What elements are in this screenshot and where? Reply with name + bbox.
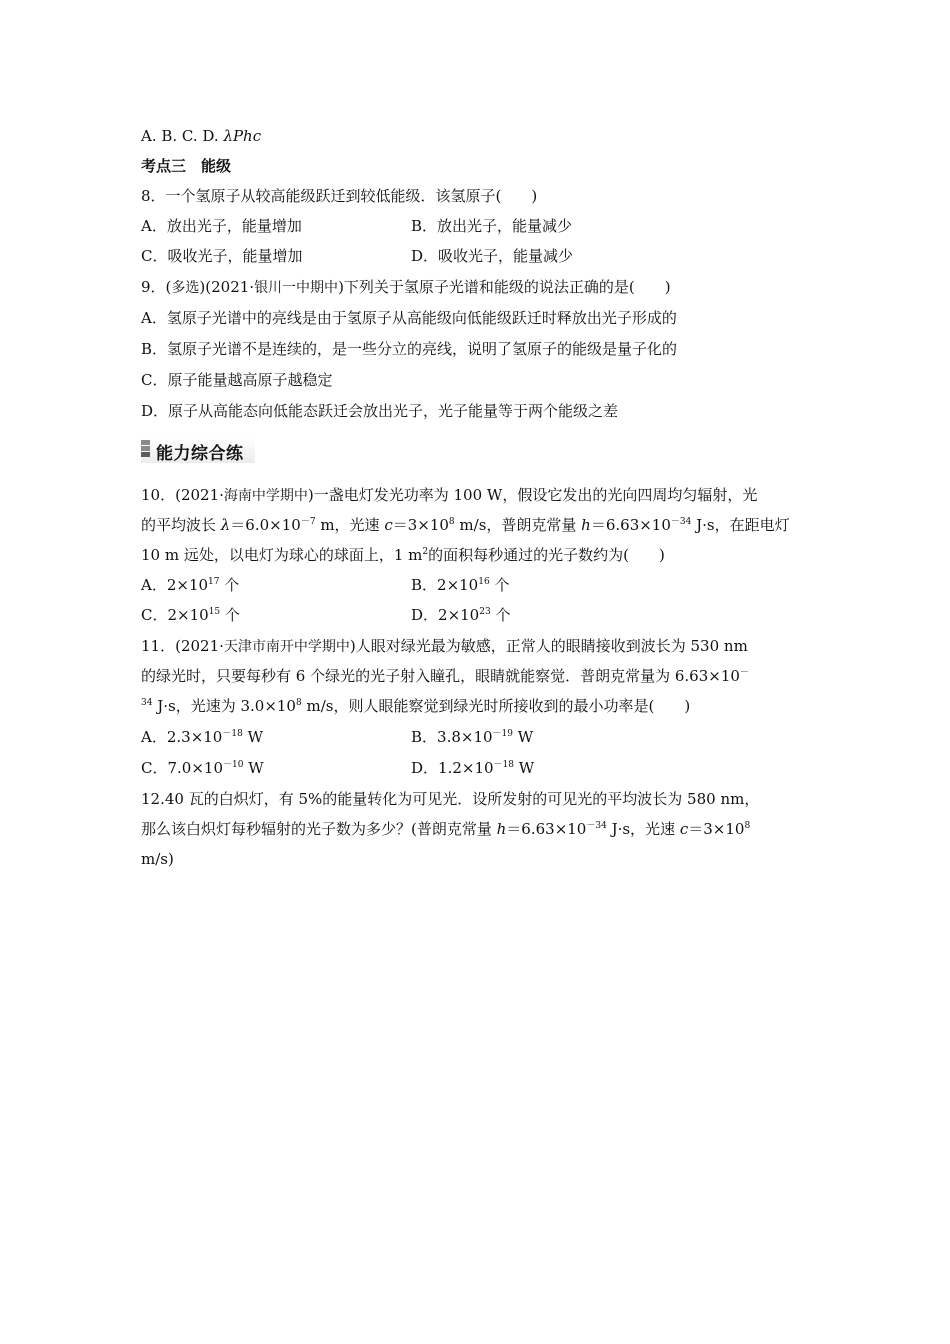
section-banner-title: 能力综合练	[156, 444, 244, 464]
question-12-line-2: 那么该白炽灯每秒辐射的光子数为多少？(普朗克常量 $h=6.63\times 10^{-34}$ J·s，光速 $c=3\times 10^8$	[141, 820, 751, 838]
question-10-options-row-1	[141, 574, 510, 596]
q8-option-d: D．吸收光子，能量减少	[411, 247, 574, 265]
question-10-line-3: 10 m 远处，以电灯为球心的球面上，1 $m^2$的面积每秒通过的光子数约为( )	[141, 546, 665, 564]
question-12-line-1: 12.40 瓦的白炽灯，有 5%的能量转化为可见光．设所发射的可见光的平均波长为 580 nm，	[141, 790, 760, 808]
q10-option-c: C．$2\times 10^{15}$ 个	[141, 606, 240, 624]
q11-option-c: C．$7.0\times 10^{-10}$ W	[141, 759, 264, 777]
q9-option-b: B．氢原子光谱不是连续的，是一些分立的亮线，说明了氢原子的能级是量子化的	[141, 340, 678, 358]
q9-stem-text: )下列关于氢原子光谱和能级的说法正确的是( )	[338, 278, 671, 296]
q9-option-c: C．原子能量越高原子越稳定	[141, 371, 333, 389]
q10-option-a: A．$2\times 10^{17}$ 个	[141, 576, 240, 594]
question-11-line-1: 11．(2021·天津市南开中学期中)人眼对绿光最为敏感，正常人的眼睛接收到波长为 530 nm	[141, 637, 748, 655]
q9-source: 银川一中期中	[254, 280, 339, 296]
q8-option-c: C．吸收光子，能量增加	[141, 247, 303, 265]
question-8-stem: 8．一个氢原子从较高能级跃迁到较低能级．该氢原子( )	[141, 187, 538, 205]
question-8-options-row-2	[141, 245, 574, 267]
q10-option-b: B．$2\times 10^{16}$ 个	[411, 576, 510, 594]
question-11-options-row-1	[141, 726, 534, 748]
section-banner	[141, 437, 255, 463]
question-9-stem	[141, 276, 671, 299]
q9-year: )(2021·	[199, 278, 255, 296]
q11-option-d: D．$1.2\times 10^{-18}$ W	[411, 759, 535, 777]
question-11-line-2: 的绿光时，只要每秒有 6 个绿光的光子射入瞳孔，眼睛就能察觉．普朗克常量为 6.63×10－	[141, 667, 749, 685]
question-10-options-row-2	[141, 604, 511, 626]
q10-option-d: D．$2\times 10^{23}$ 个	[411, 606, 511, 624]
q11-option-b: B．$3.8\times 10^{-19}$ W	[411, 728, 534, 746]
q8-option-a: A．放出光子，能量增加	[141, 217, 302, 235]
question-8-options-row-1	[141, 215, 573, 237]
q9-number: 9．(	[141, 278, 172, 296]
section-heading-energy-levels: 考点三 能级	[141, 157, 232, 175]
formula-text: λPhc	[223, 127, 262, 145]
section-banner-icon	[141, 440, 150, 460]
q10-source: 海南中学期中	[223, 488, 308, 504]
q11-option-a: A．$2.3\times 10^{-18}$ W	[141, 728, 263, 746]
q9-option-a: A．氢原子光谱中的亮线是由于氢原子从高能级向低能级跃迁时释放出光子形成的	[141, 309, 677, 327]
options-text: A. B. C. D.	[141, 127, 224, 145]
question-11-options-row-2	[141, 757, 535, 779]
q9-option-d: D．原子从高能态向低能态跃迁会放出光子，光子能量等于两个能级之差	[141, 402, 619, 420]
options-line	[141, 125, 261, 147]
question-11-line-3: $^{34}$ J·s，光速为 $3.0\times 10^8$ m/s，则人眼能察觉到绿光时所接收到的最小功率是( )	[141, 697, 691, 715]
q11-source: 天津市南开中学期中	[223, 639, 350, 655]
q9-tag: 多选	[171, 280, 200, 296]
question-12-line-3: m/s)	[141, 850, 174, 868]
question-10-line-1: 10．(2021·海南中学期中)一盏电灯发光功率为 100 W，假设它发出的光向四周均匀辐射，光	[141, 486, 758, 504]
question-10-line-2: 的平均波长 $\lambda=6.0\times 10^{-7}$ m，光速 $c=3\times 10^8$ m/s，普朗克常量 $h=6.63\times 10^{-34}$ J·s，在距电灯	[141, 516, 790, 534]
q8-option-b: B．放出光子，能量减少	[411, 217, 573, 235]
